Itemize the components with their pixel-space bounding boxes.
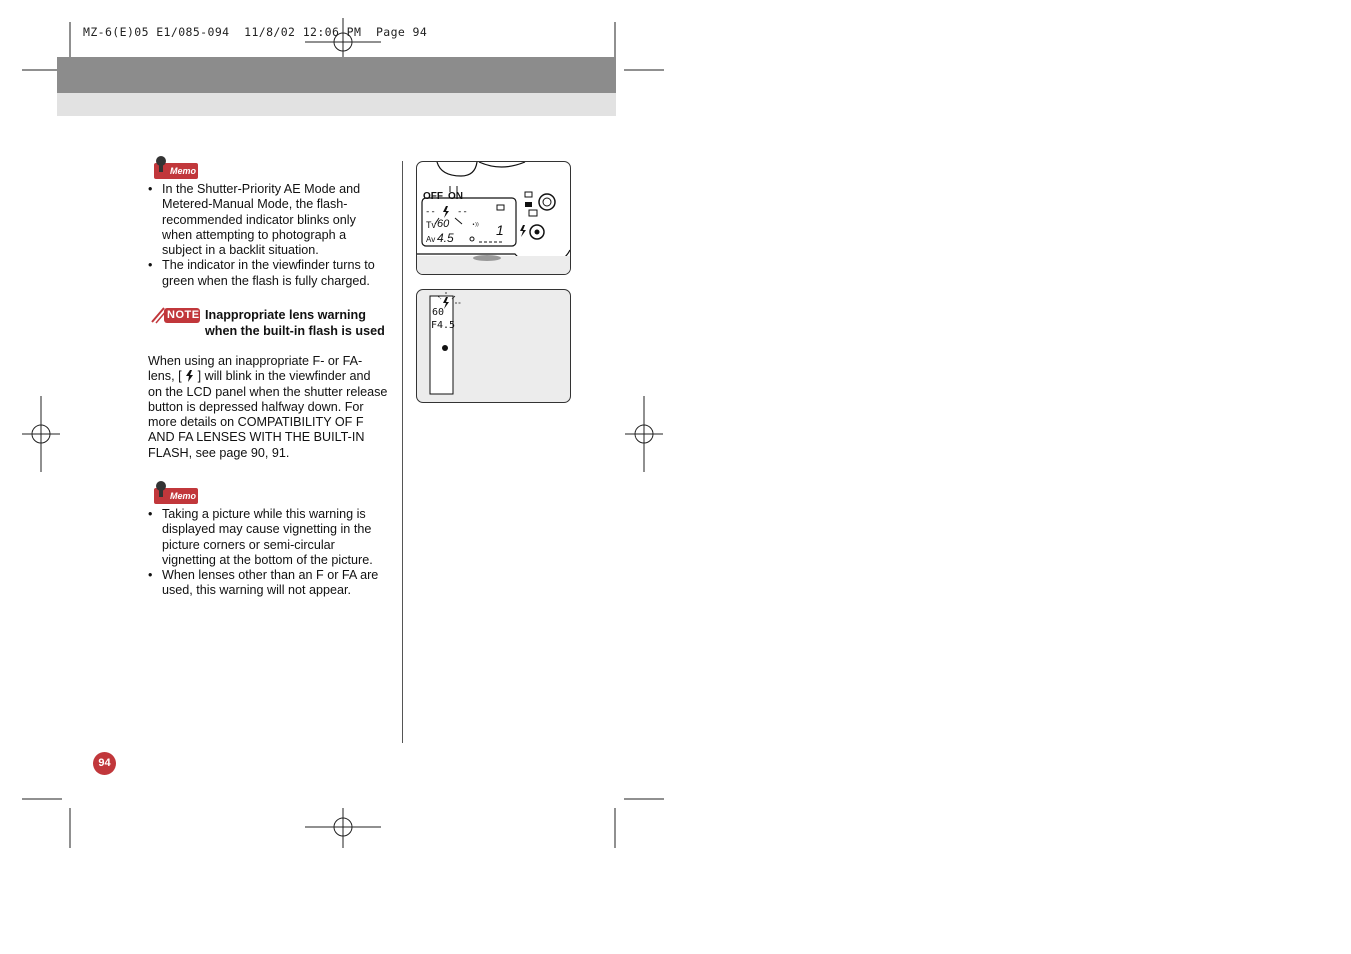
- viewfinder-aperture-value: F4.5: [431, 320, 456, 331]
- lcd-av-label: Av: [426, 235, 436, 244]
- note-title: Inappropriate lens warning when the built-in flash is used: [205, 308, 385, 338]
- memo-label: Memo: [170, 166, 197, 176]
- print-slug: MZ-6(E)05 E1/085-094 11/8/02 12:06 PM Page 94: [83, 25, 428, 39]
- list-item: • When lenses other than an F or FA are used, this warning will not appear.: [148, 568, 388, 599]
- page-number: 94: [93, 752, 116, 775]
- note-body-post: ] will blink in the viewfinder and on the LCD panel when the shutter release button is depressed halfway down. For more details on COMPATIBILITY OF F AND FA LENSES WITH THE BUILT-IN FLASH, see page 90, 91.: [148, 369, 388, 460]
- list-item: • Taking a picture while this warning is displayed may cause vignetting in the picture corners or semi-circular vignetting at the bottom of the picture.: [148, 507, 388, 568]
- memo-list: [148, 182, 388, 289]
- memo-badge: [150, 154, 200, 180]
- memo-label: Memo: [170, 491, 197, 501]
- note-label: NOTE: [167, 309, 200, 321]
- lcd-frame-counter: 1: [496, 222, 504, 238]
- viewfinder-figure: [416, 289, 571, 403]
- note-body-pre: When using an inappropriate F- or FA-lens, [: [148, 354, 363, 384]
- viewfinder-shutter-value: 60: [432, 307, 445, 318]
- column-divider: [402, 161, 403, 743]
- list-item: • The indicator in the viewfinder turns to green when the flash is fully charged.: [148, 258, 388, 289]
- memo-badge: [150, 479, 200, 505]
- svg-text:--: --: [425, 207, 436, 217]
- list-item: • In the Shutter-Priority AE Mode and Metered-Manual Mode, the flash-recommended indicator blinks only when attempting to photograph a subject in a backlit situation.: [148, 182, 388, 258]
- header-subband: [57, 93, 616, 116]
- lcd-tv-value: 60: [437, 218, 450, 230]
- flash-icon: [185, 370, 194, 382]
- note-body: [148, 354, 388, 461]
- lcd-panel-figure: [416, 161, 571, 275]
- svg-text:•)): •)): [472, 222, 479, 228]
- lcd-tv-label: Tv: [426, 220, 436, 230]
- note-badge: [150, 305, 202, 325]
- memo-list: [148, 507, 388, 599]
- svg-text:--: --: [457, 207, 468, 217]
- header-band: [57, 57, 616, 93]
- lcd-off-label: OFF: [423, 191, 443, 202]
- lcd-on-label: ON: [448, 191, 463, 202]
- lcd-av-value: 4.5: [437, 231, 454, 245]
